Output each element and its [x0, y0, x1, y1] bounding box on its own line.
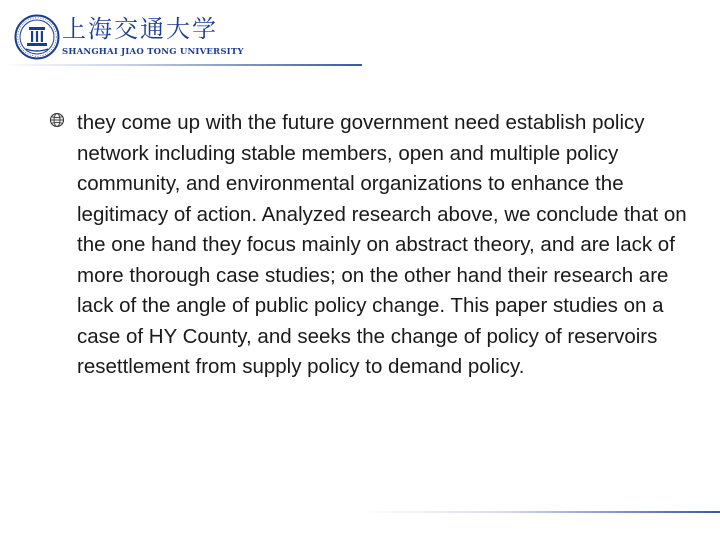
university-logo: [10, 10, 244, 62]
footer-divider: [360, 511, 720, 513]
university-name-chinese: 上海交通大学: [62, 15, 218, 43]
university-seal-icon: [14, 14, 60, 60]
globe-bullet-icon: [49, 112, 65, 128]
university-name-english: SHANGHAI JIAO TONG UNIVERSITY: [62, 47, 244, 57]
header-divider: [0, 64, 362, 66]
body-paragraph: they come up with the future government need establish policy network including stable members, open and multiple policy community, and environmental organizations to enhance the legitimacy of action. Analyzed research above, we conclude that on the one hand they focus mainly on abstract theory, and are lack of more thorough case studies; on the other hand their research are lack of the angle of public policy change. This paper studies on a case of HY County, and seeks the change of policy of reservoirs resettlement from supply policy to demand policy.: [77, 111, 687, 378]
